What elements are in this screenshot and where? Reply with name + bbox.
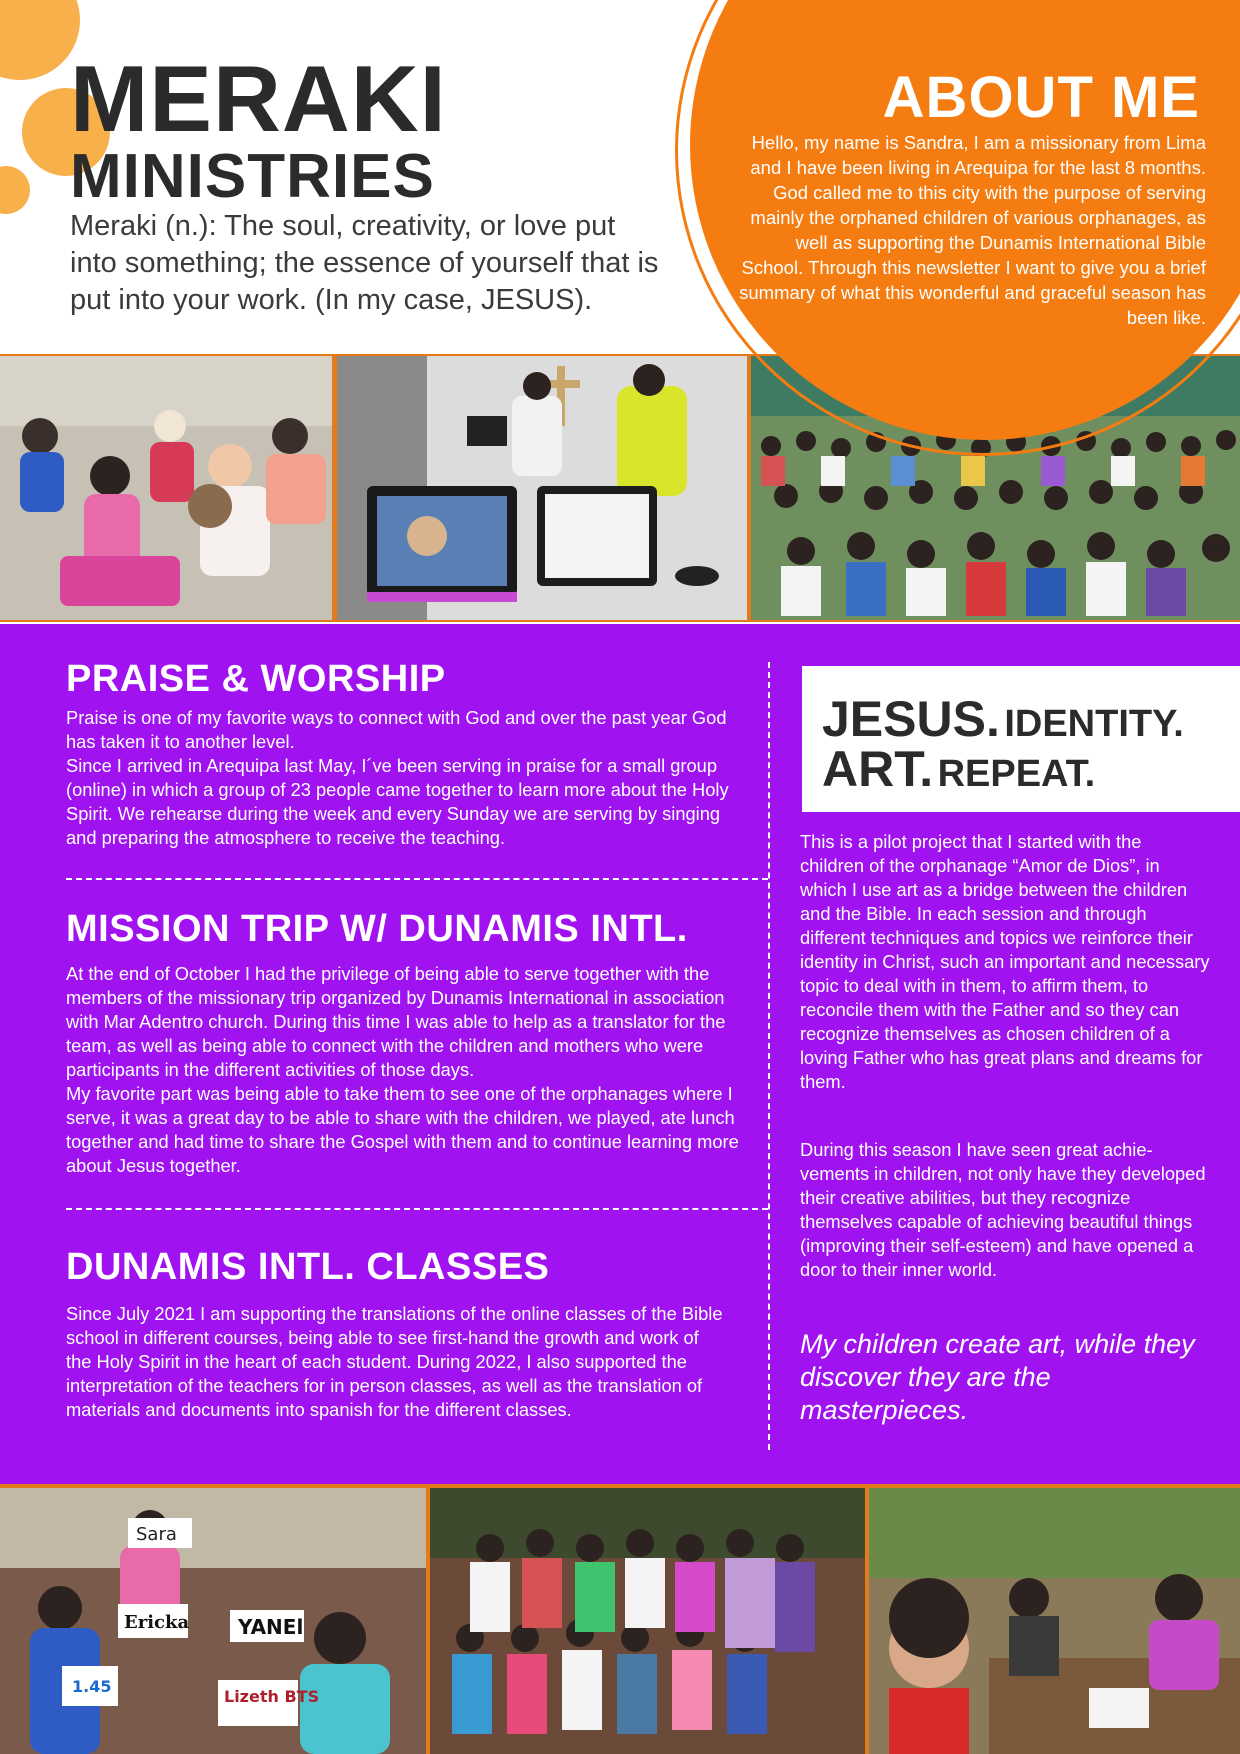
sign-label: Sara [136,1524,177,1545]
divider [66,878,768,880]
slogan-word-repeat: REPEAT. [937,753,1096,795]
slogan-word-identity: IDENTITY. [1004,703,1184,745]
section-body-classes: Since July 2021 I am supporting the translations of the online classes of the Bible school in different courses, being able to see first-hand the growth and work of the Holy Spirit in the heart of each student. During 2022, I also supported the interpretation of the teachers for in person classes, as well as the translation of materials and documents into spanish for the different classes. [66,1303,723,1420]
slogan-word-art: ART. [822,741,934,797]
sign-label: Ericka [124,1612,190,1633]
section-heading-praise: PRAISE & WORSHIP [66,658,446,700]
section-body-mission: At the end of October I had the privilege of being able to serve together with the members of the missionary trip organized by Dunamis International in association with Mar Adentro church. During this time I was able to help as a translator for the team, as well as being able to connect with the children and mothers who were participants in the different activities of those days. My favorite part was being able to take them to see one of the orphanages where I serve, it was a great day to be able to share with the children, we played, ate lunch together and had time to share the Gospel with them and to continue learning more about Jesus together. [66,963,739,1176]
sign-label: Lizeth BTS [224,1687,320,1706]
photo-strip-bottom [0,1484,1240,1754]
about-title: ABOUT ME [882,65,1200,130]
sign-label: YANEl [238,1615,304,1639]
page-title: MERAKI [70,46,447,151]
photo-children-praying [0,356,332,620]
section-body-praise: Praise is one of my favorite ways to connect with God and over the past year God has taken it to another level. Since I arrived in Arequipa last May, I´ve been serving in praise for a small group (online) in which a group of 23 people came together to learn more about the Holy Spirit. We rehearse during the week and every Sunday we are serving by singing and preparing the atmosphere to receive the teaching. [66,707,729,848]
slogan-line-2 [822,741,1096,797]
section-heading-classes: DUNAMIS INTL. CLASSES [66,1246,550,1288]
project-description: This is a pilot project that I started with the children of the orphanage “Amor de Dios”, in which I use art as a bridge between the children and the Bible. In each session and through different techniques and topics we reinforce their identity in Christ, such an important and necessary topic to deal with in them, to affirm them, to reconcile them with the Father and so they can recognize themselves as chosen children of a loving Father who has great plans and dreams for them. [800,831,1210,1092]
divider [66,1208,768,1210]
decor-dot-large [0,0,80,80]
sign-label: 1.45 [72,1677,112,1696]
decor-dot-small [0,166,30,214]
photo-children-drawing [869,1488,1240,1754]
vertical-divider [768,662,770,1450]
quote: My children create art, while they discover they are the masterpieces. [800,1329,1195,1425]
photo-group-children [430,1488,865,1754]
slogan-line-1 [822,691,1184,747]
tagline: Meraki (n.): The soul, creativity, or love put into something; the essence of yourself that is put into your work. (In my case, JESUS). [70,210,659,316]
photo-children-art-signs [0,1488,426,1754]
slogan-word-jesus: JESUS. [822,691,1000,747]
project-achievements: During this season I have seen great achie-vements in children, not only have they developed their creative abilities, but they recognize themselves capable of achieving beautiful things (improving their self-esteem) and have opened a door to their inner world. [800,1139,1206,1280]
photo-online-worship [337,356,747,620]
section-heading-mission: MISSION TRIP W/ DUNAMIS INTL. [66,908,688,950]
page-subtitle: MINISTRIES [70,142,435,211]
about-text: Hello, my name is Sandra, I am a missionary from Lima and I have been living in Arequipa for the last 8 months. God called me to this city with the purpose of serving mainly the orphaned children of various orphanages, as well as supporting the Dunamis International Bible School. Through this newsletter I want to give you a brief summary of what this wonderful and graceful season has been like. [739,132,1206,328]
